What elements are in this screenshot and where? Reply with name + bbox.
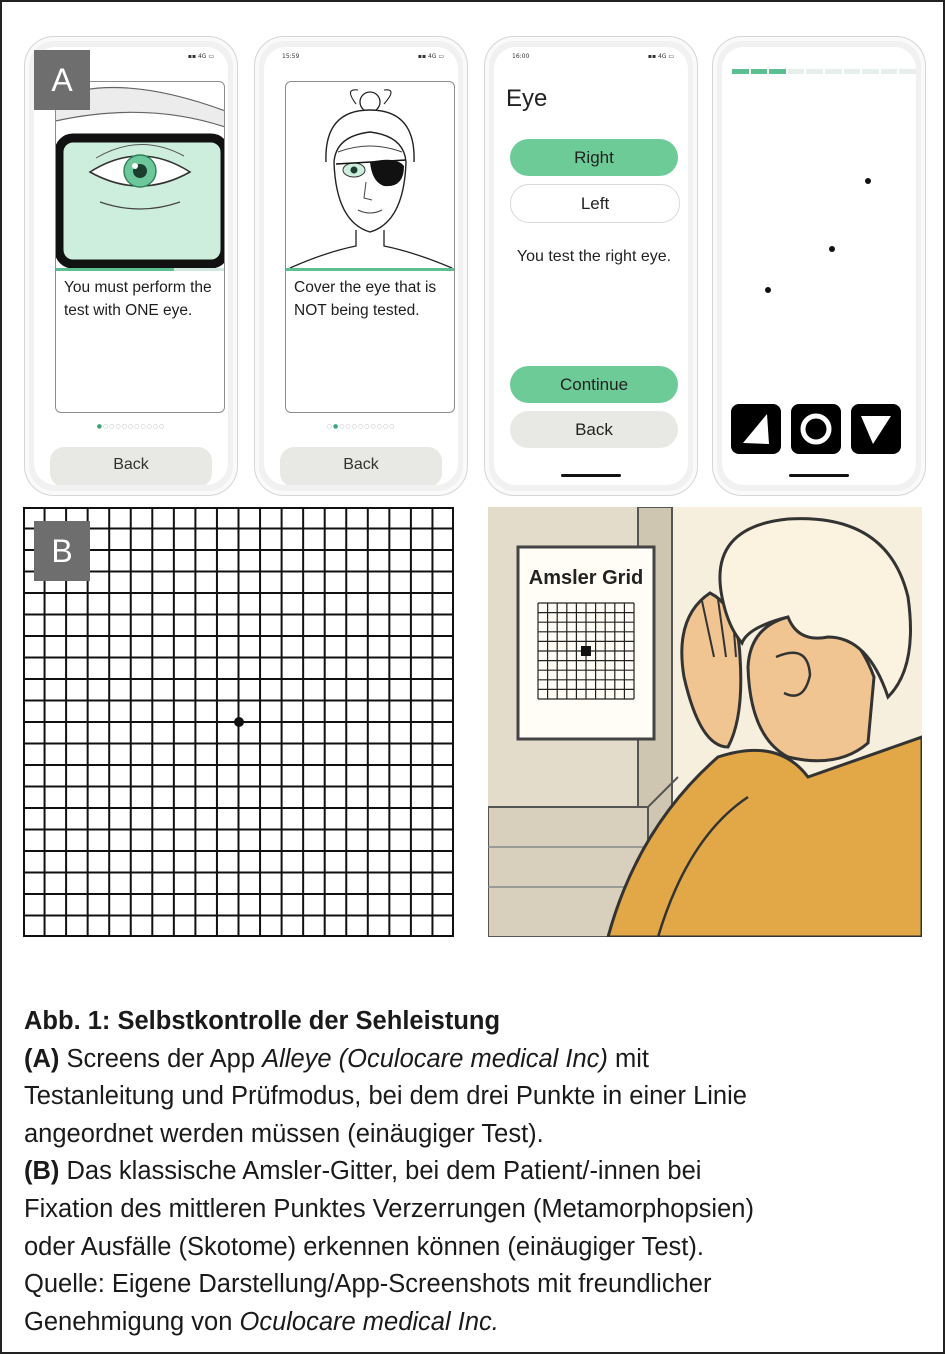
continue-button[interactable]: Continue	[510, 366, 678, 403]
test-point	[865, 178, 871, 184]
back-button[interactable]: Back	[510, 411, 678, 448]
move-right-button[interactable]	[851, 404, 901, 454]
instruction-card	[285, 81, 455, 413]
instruction-text: You must perform the test with ONE eye.	[64, 279, 212, 319]
instruction-progress	[286, 268, 454, 271]
caption-b-line-2: Fixation des mittleren Punktes Verzerrungen (Metamorphopsien)	[24, 1194, 754, 1223]
caption-a-line-2: Testanleitung und Prüfmodus, bei dem drei Punkte in einer Linie	[24, 1082, 747, 1111]
phone-screen	[494, 47, 688, 485]
caption-app-name: Alleye (Oculocare medical Inc)	[262, 1044, 608, 1073]
phone-instruction-cover-eye	[254, 36, 468, 496]
instruction-text: Cover the eye that is NOT being tested.	[294, 279, 437, 319]
page-indicator: ○●○○○○○○○○○	[326, 423, 396, 430]
screen-title: Eye	[506, 85, 548, 112]
caption-source-line-1: Quelle: Eigene Darstellung/App-Screenshots mit freundlicher	[24, 1270, 712, 1299]
status-time: 15:59	[282, 53, 300, 60]
move-left-button[interactable]	[731, 404, 781, 454]
center-circle-icon	[791, 404, 841, 454]
left-eye-button[interactable]: Left	[510, 184, 680, 223]
page-indicator: ●○○○○○○○○○○	[96, 423, 166, 430]
left-arrow-icon	[731, 404, 781, 454]
back-button[interactable]: Back	[50, 447, 212, 485]
back-button[interactable]: Back	[280, 447, 442, 485]
right-arrow-icon	[851, 404, 901, 454]
test-point	[765, 287, 771, 293]
instruction-card	[55, 81, 225, 413]
center-button[interactable]	[791, 404, 841, 454]
caption-company-name: Oculocare medical Inc.	[239, 1307, 499, 1336]
caption-a-line-3: angeordnet werden müssen (einäugiger Test).	[24, 1119, 544, 1148]
test-point	[829, 246, 835, 252]
poster-center-mark	[581, 646, 591, 656]
home-indicator	[561, 474, 621, 477]
status-time: 16:00	[512, 53, 530, 60]
fixation-dot	[234, 717, 244, 727]
phone-screen	[722, 47, 916, 485]
signal-indicator: ▪▪ 4G ▭	[417, 53, 444, 60]
phone-screen	[34, 47, 228, 485]
test-progress-bar	[732, 69, 916, 74]
caption-a-line-1: (A) Screens der App Alleye (Oculocare medical Inc) mit	[24, 1044, 649, 1073]
patient-amsler-illustration	[488, 507, 922, 937]
panel-b-label: B	[34, 521, 90, 581]
caption-b-line-3: oder Ausfälle (Skotome) erkennen können (einäugiger Test).	[24, 1232, 704, 1261]
woman-eyepatch-illustration	[286, 82, 454, 268]
poster-title: Amsler Grid	[528, 567, 644, 589]
phone-test-mode	[712, 36, 926, 496]
signal-indicator: ▪▪ 4G ▭	[647, 53, 674, 60]
caption-b-marker: (B)	[24, 1157, 60, 1186]
figure-caption	[24, 1003, 914, 1341]
phone-eye-selection	[484, 36, 698, 496]
caption-source-line-2: Genehmigung von Oculocare medical Inc.	[24, 1307, 499, 1336]
phone-screen	[264, 47, 458, 485]
eye-selection-message: You test the right eye.	[516, 248, 672, 265]
right-eye-button[interactable]: Right	[510, 139, 678, 176]
home-indicator	[789, 474, 849, 477]
signal-indicator: ▪▪ 4G ▭	[187, 53, 214, 60]
caption-title: Abb. 1: Selbstkontrolle der Sehleistung	[24, 1007, 501, 1035]
status-bar	[282, 53, 444, 63]
caption-b-line-1: (B) Das klassische Amsler-Gitter, bei dem Patient/-innen bei	[24, 1157, 702, 1186]
panel-a-label: A	[34, 50, 90, 110]
instruction-progress	[56, 268, 224, 271]
caption-a-marker: (A)	[24, 1044, 60, 1073]
status-bar	[512, 53, 674, 63]
